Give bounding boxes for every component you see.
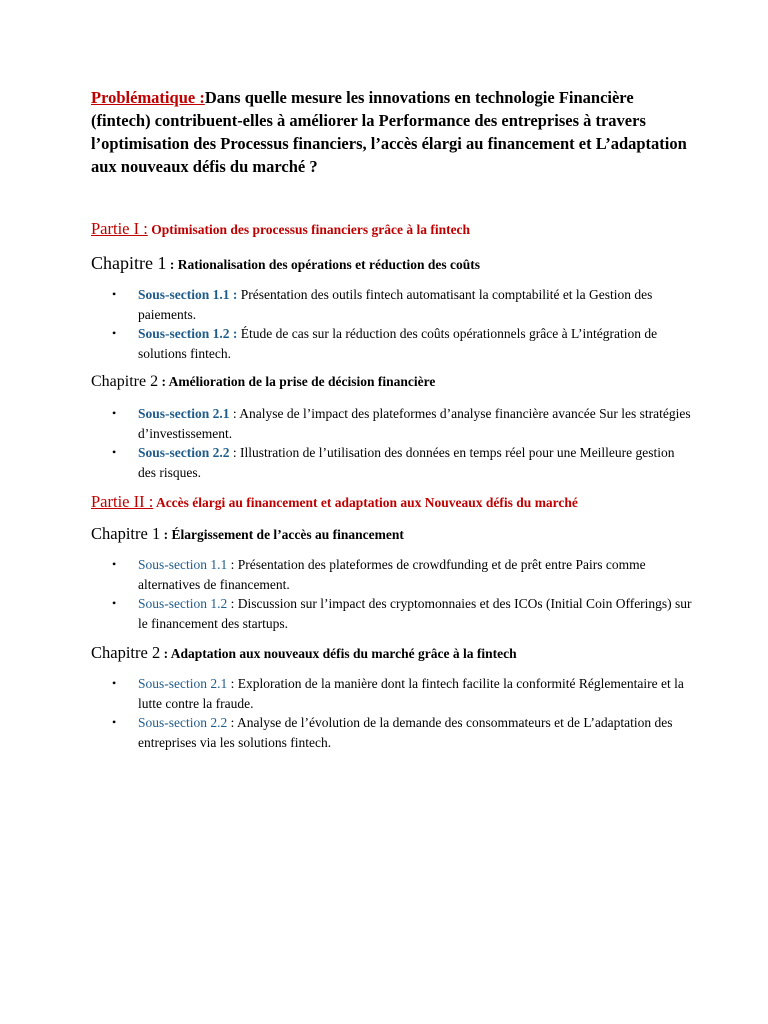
partie-1-chapitre-1-list (112, 285, 692, 363)
subsection-name: Sous-section 2.1 (138, 406, 230, 421)
subsection-text: Étude de cas sur la réduction des coûts opérationnels grâce à L’intégration de solutions fintech. (138, 326, 658, 361)
chapitre-label: Chapitre 2 (91, 373, 159, 390)
partie-2-heading (91, 492, 578, 512)
partie-2-chapitre-1-heading (91, 524, 404, 544)
partie-1-chapitre-2-heading (91, 373, 435, 391)
list-item (112, 555, 692, 594)
subsection-text: : Illustration de l’utilisation des données en temps réel pour une Meilleure gestion des risques. (138, 445, 675, 480)
partie-1-label: Partie I : (91, 219, 148, 238)
subsection-name: Sous-section 1.2 : (138, 326, 238, 341)
list-item (112, 594, 692, 633)
list-item (112, 674, 692, 713)
bullet-icon: • (112, 326, 117, 340)
subsection-name: Sous-section 2.1 (138, 676, 228, 691)
partie-2-chapitre-2-heading (91, 643, 517, 663)
subsection-text: : Présentation des plateformes de crowdfunding et de prêt entre Pairs comme alternatives de financement. (138, 557, 646, 592)
subsection-name: Sous-section 1.1 : (138, 287, 238, 302)
bullet-icon: • (112, 596, 117, 610)
subsection-name: Sous-section 1.1 (138, 557, 228, 572)
problematique-text: Dans quelle mesure les innovations en technologie Financière (fintech) contribuent-elles à améliorer la Performance des entreprises à travers l’optimisation des Processus financiers, l’accès élargi au financement et L’adaptation aux nouveaux défis du marché ? (91, 88, 687, 176)
list-item (112, 443, 692, 482)
chapitre-title: : Rationalisation des opérations et réduction des coûts (166, 257, 480, 272)
bullet-icon: • (112, 445, 117, 459)
subsection-name: Sous-section 2.2 (138, 715, 228, 730)
subsection-text: : Analyse de l’impact des plateformes d’analyse financière avancée Sur les stratégies d’investissement. (138, 406, 691, 441)
problematique-label: Problématique : (91, 88, 205, 107)
subsection-text: : Exploration de la manière dont la fintech facilite la conformité Réglementaire et la lutte contre la fraude. (138, 676, 684, 711)
chapitre-label: Chapitre 1 (91, 524, 161, 543)
chapitre-title: : Adaptation aux nouveaux défis du marché grâce à la fintech (160, 646, 517, 661)
bullet-icon: • (112, 406, 117, 420)
partie-1-chapitre-2-list (112, 404, 692, 482)
list-item (112, 324, 692, 363)
chapitre-title: : Élargissement de l’accès au financement (160, 527, 404, 542)
partie-1-chapitre-1-heading (91, 253, 480, 274)
bullet-icon: • (112, 287, 117, 301)
partie-1-heading (91, 219, 470, 239)
subsection-text: : Analyse de l’évolution de la demande des consommateurs et de L’adaptation des entreprises via les solutions fintech. (138, 715, 673, 750)
chapitre-label: Chapitre 1 (91, 253, 167, 273)
bullet-icon: • (112, 715, 117, 729)
subsection-text: Présentation des outils fintech automatisant la comptabilité et la Gestion des paiements. (138, 287, 653, 322)
partie-2-label: Partie II : (91, 492, 154, 511)
partie-2-chapitre-1-list (112, 555, 692, 633)
list-item (112, 285, 692, 324)
partie-2-title: Accès élargi au financement et adaptation aux Nouveaux défis du marché (153, 495, 578, 510)
list-item (112, 404, 692, 443)
subsection-text: : Discussion sur l’impact des cryptomonnaies et des ICOs (Initial Coin Offerings) sur le financement des startups. (138, 596, 692, 631)
chapitre-title: : Amélioration de la prise de décision financière (158, 374, 436, 389)
list-item (112, 713, 692, 752)
problematique-paragraph (91, 86, 691, 178)
bullet-icon: • (112, 676, 117, 690)
partie-1-title: Optimisation des processus financiers grâce à la fintech (147, 222, 471, 237)
chapitre-label: Chapitre 2 (91, 643, 161, 662)
subsection-name: Sous-section 1.2 (138, 596, 228, 611)
subsection-name: Sous-section 2.2 (138, 445, 230, 460)
partie-2-chapitre-2-list (112, 674, 692, 752)
bullet-icon: • (112, 557, 117, 571)
